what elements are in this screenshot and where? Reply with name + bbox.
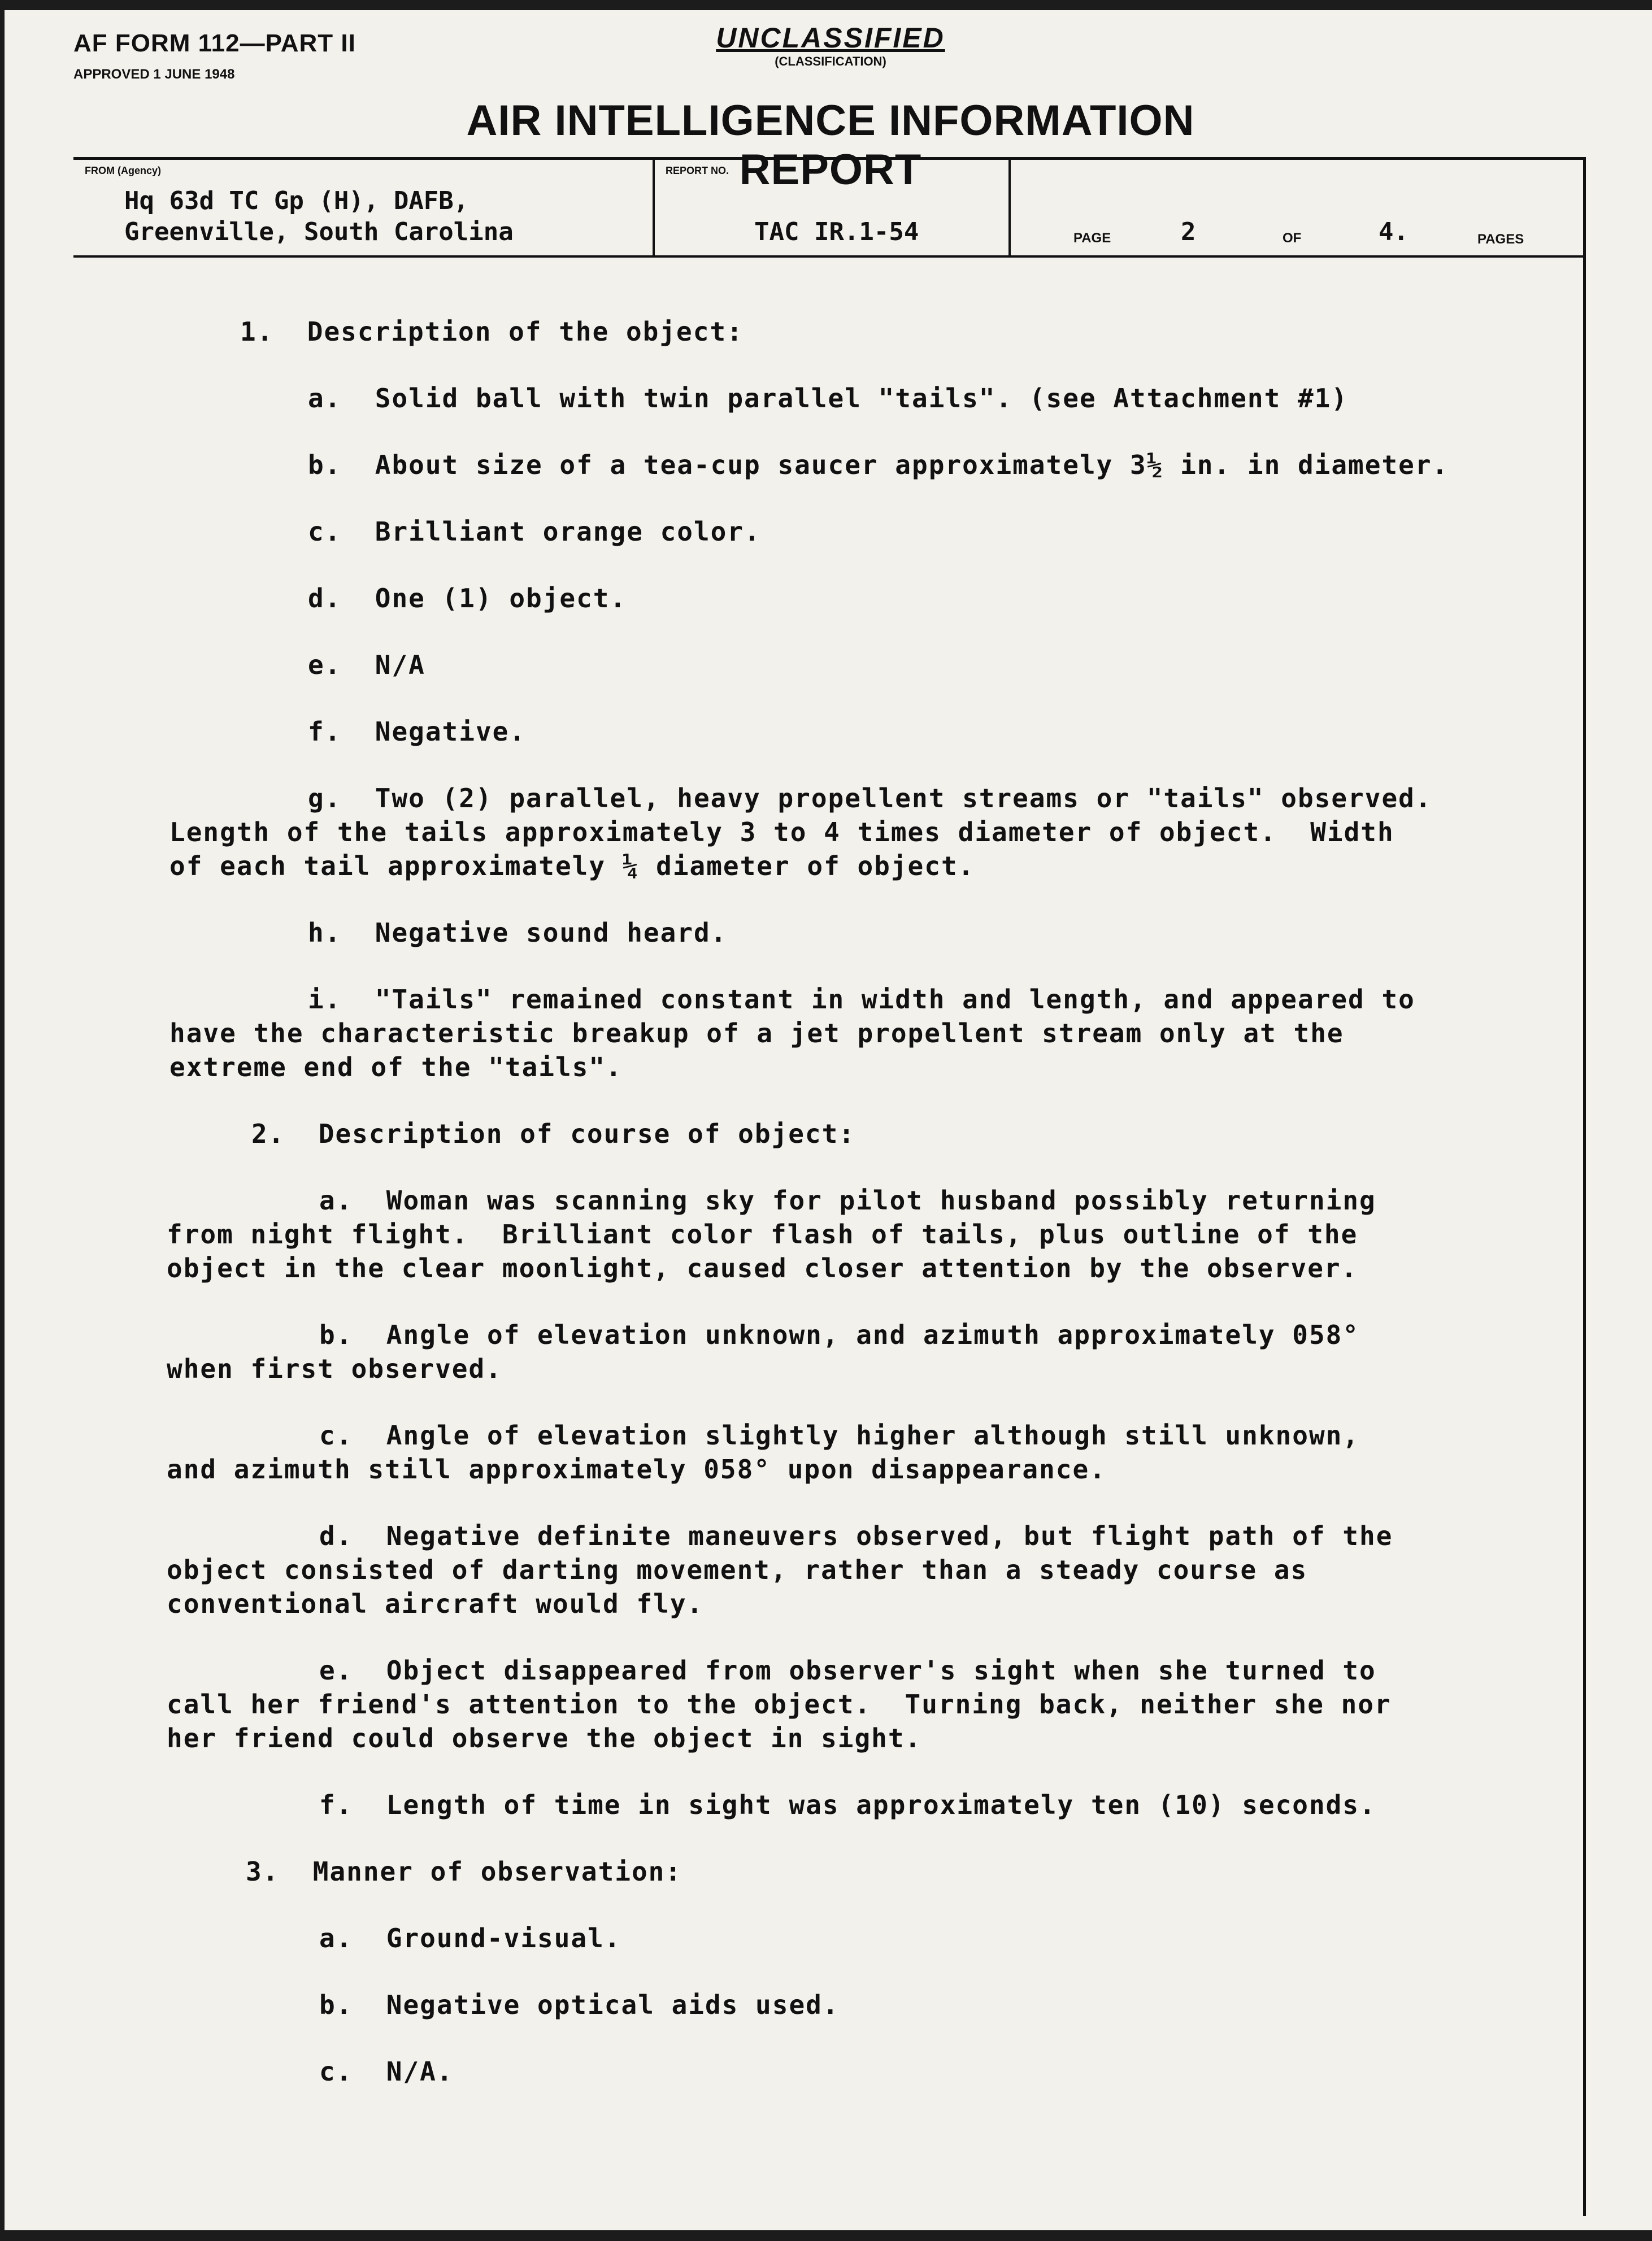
report-number: TAC IR.1-54	[754, 217, 919, 246]
section-heading: 1. Description of the object:	[240, 316, 744, 347]
body-line: b. Negative optical aids used.	[319, 1990, 840, 2020]
classification-label: (CLASSIFICATION)	[775, 54, 886, 68]
total-pages: 4.	[1379, 217, 1408, 246]
body-line: d. One (1) object.	[308, 583, 627, 613]
page-number: 2	[1181, 217, 1196, 246]
form-id: AF FORM 112—PART II	[73, 29, 356, 57]
header-divider-v1	[653, 159, 655, 256]
header-divider	[73, 255, 1583, 258]
report-no-label: REPORT NO.	[666, 165, 729, 176]
from-line-1: Hq 63d TC Gp (H), DAFB,	[124, 186, 469, 215]
body-line: from night flight. Brilliant color flash of tails, plus outline of the	[167, 1219, 1358, 1250]
pages-label: PAGES	[1477, 232, 1524, 247]
body-line: b. About size of a tea-cup saucer approximately 3½ in. in diameter.	[308, 450, 1449, 480]
body-line: i. "Tails" remained constant in width and length, and appeared to	[308, 984, 1415, 1015]
body-line: extreme end of the "tails".	[169, 1052, 623, 1082]
body-line: a. Solid ball with twin parallel "tails". (see Attachment #1)	[308, 383, 1349, 414]
body-line: call her friend's attention to the object. Turning back, neither she nor	[167, 1689, 1392, 1720]
body-line: of each tail approximately ¼ diameter of object.	[169, 851, 975, 881]
body-line: object consisted of darting movement, rather than a steady course as	[167, 1555, 1308, 1585]
body-line: Length of the tails approximately 3 to 4 times diameter of object. Width	[169, 817, 1394, 847]
body-line: e. Object disappeared from observer's sight when she turned to	[319, 1655, 1376, 1686]
body-line: d. Negative definite maneuvers observed, but flight path of the	[319, 1521, 1393, 1551]
section-heading: 3. Manner of observation:	[246, 1856, 682, 1887]
body-line: f. Length of time in sight was approximately ten (10) seconds.	[319, 1790, 1376, 1820]
classification-marking: UNCLASSIFIED	[716, 22, 945, 54]
report-title: AIR INTELLIGENCE INFORMATION REPORT	[466, 97, 1195, 194]
body-line: her friend could observe the object in sight.	[167, 1723, 922, 1753]
body-line: g. Two (2) parallel, heavy propellent streams or "tails" observed.	[308, 783, 1432, 813]
body-line: c. N/A.	[319, 2056, 454, 2087]
section-heading: 2. Description of course of object:	[251, 1119, 855, 1149]
body-line: c. Brilliant orange color.	[308, 516, 761, 547]
body-line: e. N/A	[308, 650, 425, 680]
body-line: and azimuth still approximately 058° upon disappearance.	[167, 1454, 1106, 1485]
page-label: PAGE	[1073, 230, 1111, 246]
from-line-2: Greenville, South Carolina	[124, 217, 514, 246]
body-line: a. Ground-visual.	[319, 1923, 621, 1953]
body-line: f. Negative.	[308, 716, 527, 747]
approved-date: APPROVED 1 JUNE 1948	[73, 67, 235, 82]
of-label: OF	[1283, 230, 1302, 246]
body-line: h. Negative sound heard.	[308, 917, 728, 948]
body-line: a. Woman was scanning sky for pilot husband possibly returning	[319, 1185, 1376, 1216]
from-label: FROM (Agency)	[85, 165, 161, 176]
body-line: when first observed.	[167, 1354, 502, 1384]
body-line: have the characteristic breakup of a jet propellent stream only at the	[169, 1018, 1344, 1048]
header-divider-v2	[1008, 159, 1011, 256]
body-line: b. Angle of elevation unknown, and azimuth approximately 058°	[319, 1320, 1360, 1350]
body-line: object in the clear moonlight, caused closer attention by the observer.	[167, 1253, 1358, 1283]
body-line: c. Angle of elevation slightly higher although still unknown,	[319, 1420, 1360, 1451]
body-line: conventional aircraft would fly.	[167, 1589, 704, 1619]
